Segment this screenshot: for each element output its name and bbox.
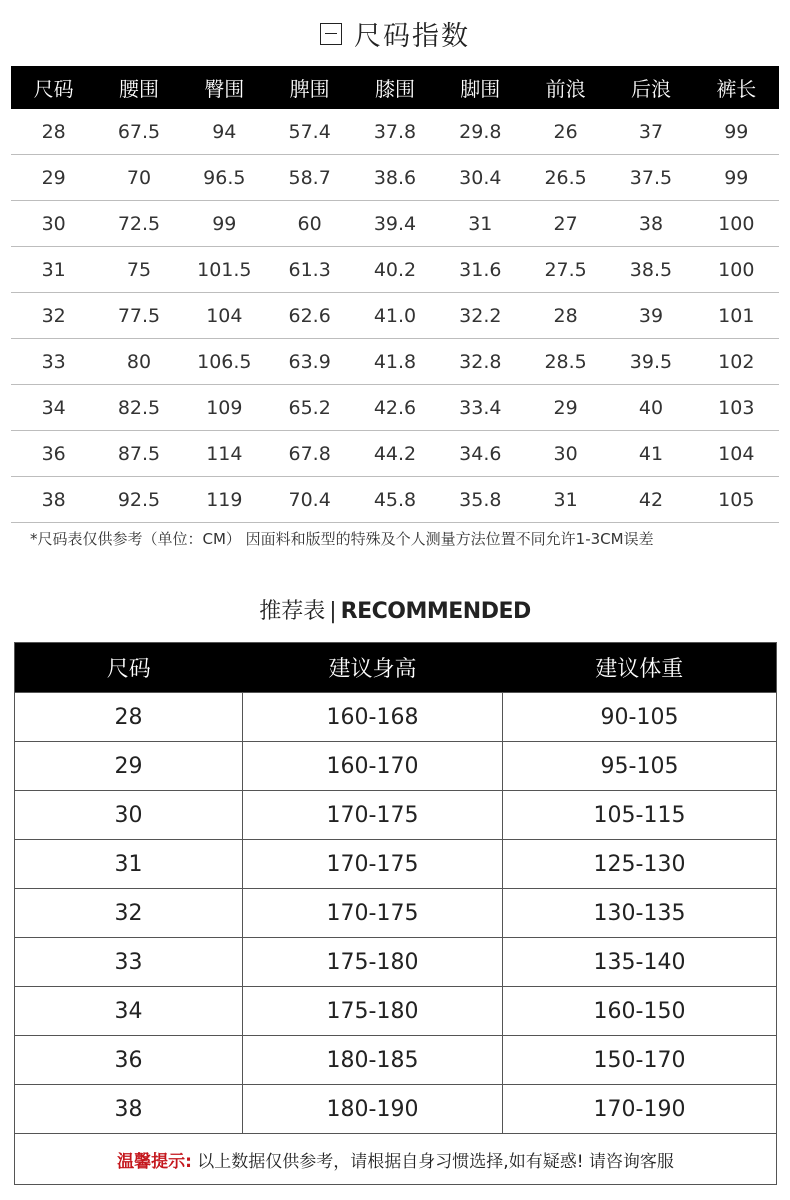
size-chart-cell: 35.8 bbox=[438, 477, 523, 523]
recommend-table bbox=[14, 642, 777, 1185]
recommend-cell: 32 bbox=[15, 889, 243, 938]
size-chart-cell: 26 bbox=[523, 109, 608, 155]
size-chart-row bbox=[11, 109, 779, 155]
size-chart-cell: 32.8 bbox=[438, 339, 523, 385]
tip-row bbox=[15, 1134, 777, 1185]
recommend-cell: 38 bbox=[15, 1085, 243, 1134]
size-chart-cell: 70 bbox=[96, 155, 181, 201]
size-chart-cell: 99 bbox=[694, 155, 779, 201]
size-chart-cell: 27 bbox=[523, 201, 608, 247]
recommend-cell: 170-175 bbox=[243, 840, 503, 889]
recommend-row bbox=[15, 987, 777, 1036]
recommend-cell: 90-105 bbox=[503, 693, 777, 742]
recommend-cell: 95-105 bbox=[503, 742, 777, 791]
recommend-cell: 160-150 bbox=[503, 987, 777, 1036]
size-chart-cell: 28 bbox=[523, 293, 608, 339]
size-chart-cell: 67.5 bbox=[96, 109, 181, 155]
size-chart-cell: 99 bbox=[182, 201, 267, 247]
size-chart-cell: 31 bbox=[438, 201, 523, 247]
recommend-cell: 28 bbox=[15, 693, 243, 742]
size-chart-cell: 94 bbox=[182, 109, 267, 155]
recommend-title-cn: 推荐表 bbox=[259, 599, 326, 624]
size-chart-header-row bbox=[11, 66, 779, 109]
size-chart-cell: 30 bbox=[11, 201, 96, 247]
recommend-cell: 29 bbox=[15, 742, 243, 791]
size-chart-cell: 103 bbox=[694, 385, 779, 431]
recommend-cell: 175-180 bbox=[243, 938, 503, 987]
size-chart-cell: 82.5 bbox=[96, 385, 181, 431]
size-chart-header-cell: 尺码 bbox=[33, 77, 74, 101]
size-chart-cell: 31 bbox=[11, 247, 96, 293]
size-chart-cell: 100 bbox=[694, 201, 779, 247]
size-chart-row bbox=[11, 385, 779, 431]
size-chart-cell: 77.5 bbox=[96, 293, 181, 339]
size-chart-cell: 99 bbox=[694, 109, 779, 155]
recommend-cell: 30 bbox=[15, 791, 243, 840]
recommend-cell: 34 bbox=[15, 987, 243, 1036]
size-chart-cell: 101 bbox=[694, 293, 779, 339]
recommend-cell: 170-175 bbox=[243, 889, 503, 938]
size-chart-cell: 100 bbox=[694, 247, 779, 293]
size-chart-cell: 38 bbox=[608, 201, 693, 247]
size-chart-cell: 39.4 bbox=[352, 201, 437, 247]
size-chart-cell: 57.4 bbox=[267, 109, 352, 155]
recommend-row bbox=[15, 1085, 777, 1134]
recommend-header-cell: 建议身高 bbox=[328, 657, 417, 682]
recommend-row bbox=[15, 742, 777, 791]
size-chart-cell: 41.0 bbox=[352, 293, 437, 339]
minus-box-icon bbox=[320, 23, 342, 45]
size-chart-cell: 42.6 bbox=[352, 385, 437, 431]
size-chart-header-cell: 腰围 bbox=[118, 77, 159, 101]
recommend-title-en: RECOMMENDED bbox=[340, 599, 531, 624]
size-chart-cell: 26.5 bbox=[523, 155, 608, 201]
size-chart-cell: 40.2 bbox=[352, 247, 437, 293]
size-chart-cell: 102 bbox=[694, 339, 779, 385]
recommend-cell: 135-140 bbox=[503, 938, 777, 987]
size-chart-cell: 30 bbox=[523, 431, 608, 477]
size-chart-cell: 34 bbox=[11, 385, 96, 431]
recommend-cell: 170-190 bbox=[503, 1085, 777, 1134]
size-chart-cell: 44.2 bbox=[352, 431, 437, 477]
recommend-cell: 175-180 bbox=[243, 987, 503, 1036]
size-chart-cell: 105 bbox=[694, 477, 779, 523]
size-chart-cell: 41.8 bbox=[352, 339, 437, 385]
size-chart-header-cell: 臀围 bbox=[204, 77, 245, 101]
size-chart-cell: 58.7 bbox=[267, 155, 352, 201]
size-chart-cell: 29.8 bbox=[438, 109, 523, 155]
size-chart-cell: 37 bbox=[608, 109, 693, 155]
size-chart-cell: 37.8 bbox=[352, 109, 437, 155]
size-chart-cell: 42 bbox=[608, 477, 693, 523]
size-chart-cell: 28.5 bbox=[523, 339, 608, 385]
size-chart-cell: 37.5 bbox=[608, 155, 693, 201]
recommend-title bbox=[0, 594, 790, 625]
size-chart-cell: 104 bbox=[182, 293, 267, 339]
size-chart-title bbox=[0, 14, 790, 53]
size-chart-cell: 39.5 bbox=[608, 339, 693, 385]
size-chart-cell: 114 bbox=[182, 431, 267, 477]
size-chart-note: *尺码表仅供参考（单位：CM） 因面料和版型的特殊及个人测量方法位置不同允许1-3CM误差 bbox=[30, 530, 654, 548]
size-chart-cell: 96.5 bbox=[182, 155, 267, 201]
size-chart-cell: 80 bbox=[96, 339, 181, 385]
size-chart-cell: 65.2 bbox=[267, 385, 352, 431]
size-chart-cell: 31.6 bbox=[438, 247, 523, 293]
size-chart-row bbox=[11, 477, 779, 523]
recommend-cell: 105-115 bbox=[503, 791, 777, 840]
recommend-cell: 160-170 bbox=[243, 742, 503, 791]
size-chart-header-cell: 前浪 bbox=[545, 77, 586, 101]
size-chart-cell: 36 bbox=[11, 431, 96, 477]
size-chart-cell: 63.9 bbox=[267, 339, 352, 385]
size-chart-cell: 72.5 bbox=[96, 201, 181, 247]
recommend-cell: 180-185 bbox=[243, 1036, 503, 1085]
size-chart-cell: 29 bbox=[11, 155, 96, 201]
size-chart-cell: 45.8 bbox=[352, 477, 437, 523]
size-chart-cell: 104 bbox=[694, 431, 779, 477]
recommend-row bbox=[15, 693, 777, 742]
size-chart-cell: 67.8 bbox=[267, 431, 352, 477]
recommend-title-separator: | bbox=[329, 599, 337, 624]
size-chart-cell: 106.5 bbox=[182, 339, 267, 385]
size-chart-cell: 87.5 bbox=[96, 431, 181, 477]
size-chart-cell: 38.5 bbox=[608, 247, 693, 293]
size-chart-row bbox=[11, 293, 779, 339]
size-chart-cell: 38 bbox=[11, 477, 96, 523]
size-chart-cell: 40 bbox=[608, 385, 693, 431]
size-chart-cell: 29 bbox=[523, 385, 608, 431]
size-chart-cell: 32.2 bbox=[438, 293, 523, 339]
size-chart-row bbox=[11, 339, 779, 385]
recommend-row bbox=[15, 938, 777, 987]
size-chart-cell: 101.5 bbox=[182, 247, 267, 293]
recommend-header-row bbox=[15, 643, 777, 693]
size-chart-row bbox=[11, 155, 779, 201]
recommend-cell: 33 bbox=[15, 938, 243, 987]
size-chart-title-text: 尺码指数 bbox=[354, 21, 470, 52]
size-chart-cell: 70.4 bbox=[267, 477, 352, 523]
size-chart-header-cell: 脚围 bbox=[460, 77, 501, 101]
size-chart-header-cell: 脾围 bbox=[289, 77, 330, 101]
size-chart-cell: 31 bbox=[523, 477, 608, 523]
size-chart-cell: 119 bbox=[182, 477, 267, 523]
recommend-cell: 36 bbox=[15, 1036, 243, 1085]
recommend-cell: 130-135 bbox=[503, 889, 777, 938]
size-chart-header-cell: 后浪 bbox=[630, 77, 671, 101]
tip-label: 温馨提示: bbox=[117, 1151, 192, 1172]
size-chart-cell: 61.3 bbox=[267, 247, 352, 293]
size-chart-cell: 34.6 bbox=[438, 431, 523, 477]
recommend-cell: 170-175 bbox=[243, 791, 503, 840]
recommend-cell: 150-170 bbox=[503, 1036, 777, 1085]
recommend-cell: 125-130 bbox=[503, 840, 777, 889]
tip-text: 以上数据仅供参考，请根据自身习惯选择,如有疑惑! 请咨询客服 bbox=[191, 1151, 674, 1172]
size-chart-cell: 27.5 bbox=[523, 247, 608, 293]
recommend-cell: 160-168 bbox=[243, 693, 503, 742]
size-chart-cell: 32 bbox=[11, 293, 96, 339]
size-chart-cell: 38.6 bbox=[352, 155, 437, 201]
recommend-cell: 31 bbox=[15, 840, 243, 889]
size-chart-cell: 30.4 bbox=[438, 155, 523, 201]
size-chart-cell: 39 bbox=[608, 293, 693, 339]
recommend-header-cell: 建议体重 bbox=[595, 657, 684, 682]
size-chart-cell: 33 bbox=[11, 339, 96, 385]
recommend-row bbox=[15, 889, 777, 938]
recommend-row bbox=[15, 1036, 777, 1085]
size-chart-cell: 28 bbox=[11, 109, 96, 155]
size-chart-cell: 41 bbox=[608, 431, 693, 477]
recommend-row bbox=[15, 791, 777, 840]
size-chart-cell: 109 bbox=[182, 385, 267, 431]
size-chart-row bbox=[11, 431, 779, 477]
size-chart-header-cell: 裤长 bbox=[716, 77, 757, 101]
size-chart-cell: 75 bbox=[96, 247, 181, 293]
tip-cell bbox=[15, 1134, 777, 1185]
recommend-header-cell: 尺码 bbox=[106, 657, 151, 682]
size-chart-cell: 33.4 bbox=[438, 385, 523, 431]
size-chart-header-cell: 膝围 bbox=[374, 77, 415, 101]
size-chart-row bbox=[11, 201, 779, 247]
size-chart-cell: 62.6 bbox=[267, 293, 352, 339]
size-chart-cell: 92.5 bbox=[96, 477, 181, 523]
size-chart-cell: 60 bbox=[267, 201, 352, 247]
size-chart-row bbox=[11, 247, 779, 293]
recommend-row bbox=[15, 840, 777, 889]
size-chart-table bbox=[11, 66, 779, 523]
recommend-cell: 180-190 bbox=[243, 1085, 503, 1134]
